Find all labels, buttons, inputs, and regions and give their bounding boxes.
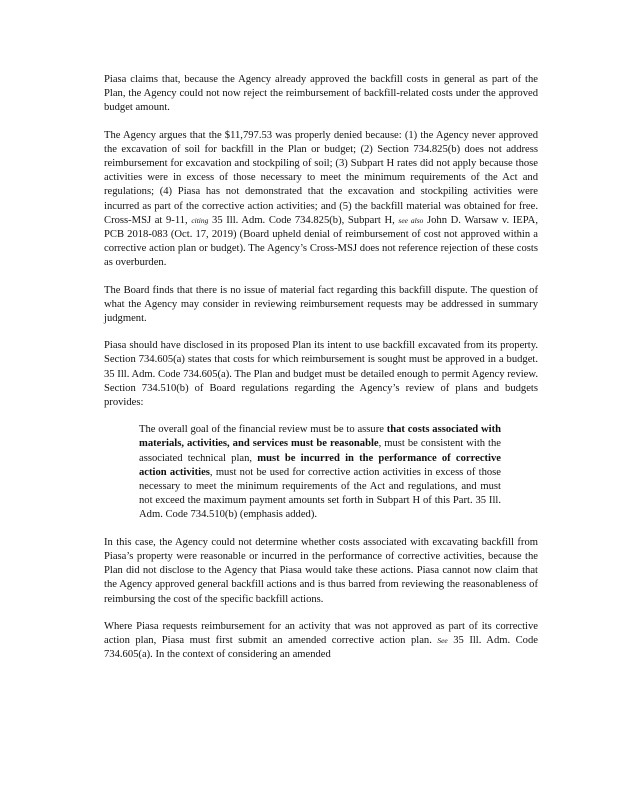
paragraph-text: John D. Warsaw v. IEPA, PCB 2018-083 (Oct. 17, 2019) (Board upheld denial of reimbursement of cost not approved within a corrective action plan or budget). The Agency’s Cross-MSJ does not reference rejection of these costs as overburden. [104,214,538,269]
document-page [104,73,538,675]
paragraph-agency-argues [104,129,538,271]
paragraph-text: 35 Ill. Adm. Code 734.605(a). In the context of considering an amended [104,634,538,661]
paragraph-in-this-case [104,536,538,607]
paragraph-text: Where Piasa requests reimbursement for an activity that was not approved as part of its corrective action plan, Piasa must first submit an amended corrective action plan. [104,620,538,646]
quote-text: , must not be used for corrective action activities in excess of those necessary to meet the minimum requirements of the Act and regulations, and must not exceed the maximum payment amounts set forth in Subpart H of this Part. 35 Ill. Adm. Code 734.510(b) (emphasis added). [139,466,501,521]
paragraph-text: In this case, the Agency could not determine whether costs associated with excavating backfill from Piasa’s property were reasonable or incurred in the performance of corrective activities, because the Plan did not disclose to the Agency that Piasa would take these actions. Piasa cannot now claim that the Agency approved general backfill actions and is thus barred from reviewing the reasonableness of reimbursing the cost of the specific backfill actions. [104,536,538,605]
paragraph-text: 35 Ill. Adm. Code 734.825(b), Subpart H, [208,214,399,226]
paragraph-text: Piasa claims that, because the Agency already approved the backfill costs in general as part of the Plan, the Agency could not now reject the reimbursement of backfill-related costs under the approved budget amount. [104,74,538,114]
paragraph-piasa-disclosure [104,339,538,410]
citation-signal: citing [191,215,209,225]
paragraph-text: The Board finds that there is no issue of material fact regarding this backfill dispute. The question of what the Agency may consider in reviewing reimbursement requests may be addressed in summary judgment. [104,284,538,325]
paragraph-piasa-claims [104,73,538,116]
quote-text: The overall goal of the financial review must be to assure [139,424,387,436]
block-quote-regulation [139,423,501,522]
citation-signal: see also [398,215,424,225]
quote-text: , must be consistent with the associated technical plan, [139,438,501,464]
paragraph-board-finds [104,284,538,327]
quote-emphasis: must be incurred in the performance of corrective action activities [139,452,501,478]
paragraph-where-piasa-requests [104,620,538,663]
quote-emphasis: that costs associated with materials, activities, and services must be reasonable [139,424,501,450]
paragraph-text: Piasa should have disclosed in its proposed Plan its intent to use backfill excavated from its property. Section 734.605(a) states that costs for which reimbursement is sought must be approved in a budget. 35 Ill. Adm. Code 734.605(a). The Plan and budget must be detailed enough to permit Agency review. Section 734.510(b) of Board regulations regarding the Agency’s review of plans and budgets provides: [104,340,538,409]
paragraph-text: The Agency argues that the $11,797.53 was properly denied because: (1) the Agency never approved the excavation of soil for backfill in the Plan or budget; (2) Section 734.825(b) does not address reimbursement for excavation and stockpiling of soil; (3) Subpart H rates did not apply because those activities were in excess of those necessary to meet the minimum requirements of the Act and regulations; (4) Piasa has not demonstrated that the excavation and stockpiling activities were incurred as part of the corrective action activities; and (5) the backfill material was obtained for free. Cross-MSJ at 9-11, [104,129,538,226]
citation-signal: See [437,635,448,645]
